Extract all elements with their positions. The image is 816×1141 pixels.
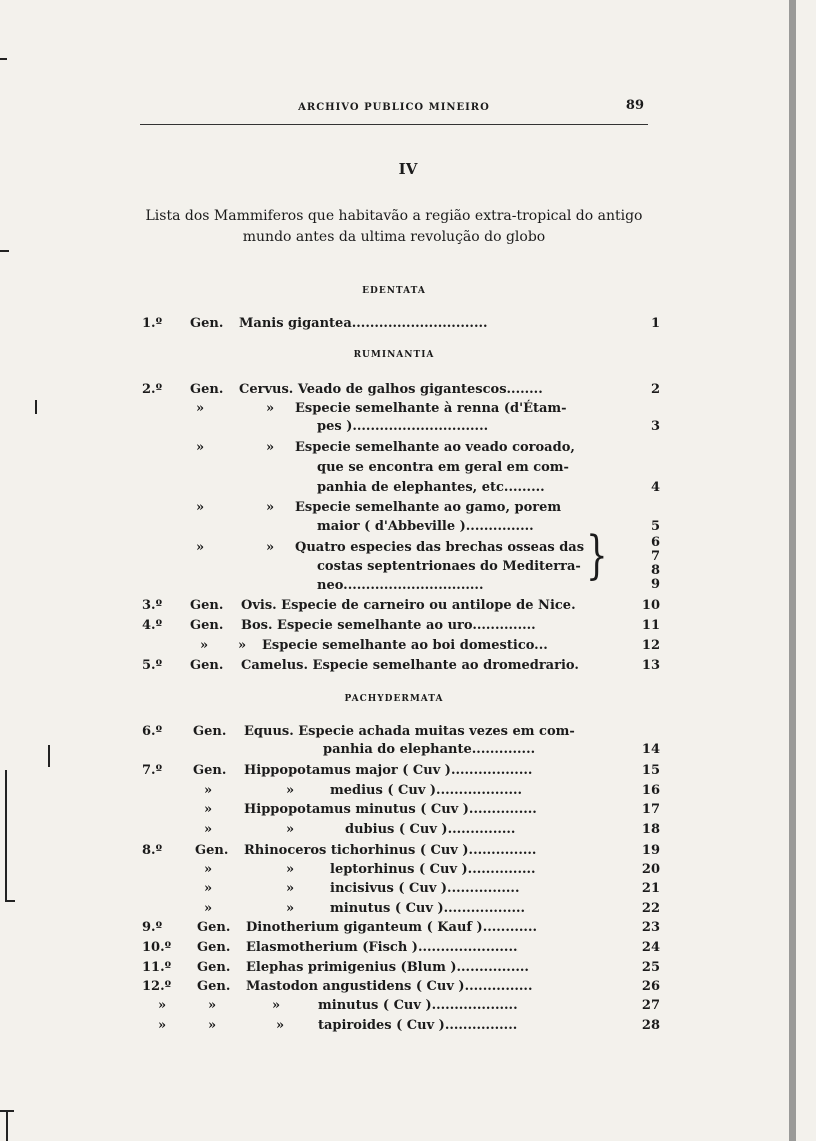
genus-label: Gen. [197,940,231,955]
ref-number: 21 [641,881,660,896]
entry-text: Elasmotherium (Fisch )...................... [246,940,518,955]
entry-text: Camelus. Especie semelhante ao dromedrario. [241,658,579,673]
ditto-mark: » [266,401,275,416]
entry-text: Manis gigantea.............................. [239,316,488,331]
genus-label: Gen. [190,618,224,633]
margin-mark [0,58,7,60]
intro-line-2: mundo antes da ultima revolução do globo [242,229,546,245]
entry-text: neo............................... [317,578,484,593]
entry-text: Especie semelhante à renna (d'Étam- [295,401,567,416]
genus-label: Gen. [197,979,231,994]
ref-number: 12 [641,638,660,653]
entry-text: costas septentrionaes do Mediterra- [317,559,581,574]
entry-number: 3.º [142,598,163,613]
entry-number: 10.º [142,940,172,955]
ref-number: 8 [650,563,660,578]
entry-text: Especie semelhante ao boi domestico... [262,638,548,653]
ditto-mark: » [204,862,213,877]
entry-text: Dinotherium giganteum ( Kauf )............ [246,920,538,935]
ref-number: 5 [650,519,660,534]
ref-number: 1 [650,316,660,331]
intro-text [140,206,648,248]
ref-number: 17 [641,802,660,817]
ditto-mark: » [158,998,167,1013]
ref-number: 24 [641,940,660,955]
ditto-mark: » [196,401,205,416]
section-number: IV [398,160,418,178]
entry-text: que se encontra em geral em com- [317,460,569,475]
entry-text: leptorhinus ( Cuv )............... [330,862,536,877]
margin-mark [6,1110,8,1141]
ditto-mark: » [286,783,295,798]
ref-number: 11 [641,618,660,633]
entry-text: Hippopotamus major ( Cuv ).................. [244,763,533,778]
genus-label: Gen. [195,843,229,858]
genus-label: Gen. [197,920,231,935]
ref-number: 20 [641,862,660,877]
ditto-mark: » [266,540,275,555]
ref-number: 7 [650,549,660,564]
ditto-mark: » [266,500,275,515]
ditto-mark: » [208,998,217,1013]
entry-text: Hippopotamus minutus ( Cuv )............... [244,802,537,817]
entry-number: 7.º [142,763,163,778]
entry-text: pes ).............................. [317,419,489,434]
entry-text: panhia de elephantes, etc......... [317,480,545,495]
entry-text: Especie semelhante ao gamo, porem [295,500,562,515]
ref-number: 13 [641,658,660,673]
ditto-mark: » [204,822,213,837]
ditto-mark: » [286,881,295,896]
heading-ruminantia: RUMINANTIA [353,350,435,360]
ref-number: 14 [641,742,660,757]
entry-number: 8.º [142,843,163,858]
genus-label: Gen. [190,316,224,331]
genus-label: Gen. [193,763,227,778]
entry-text: maior ( d'Abbeville )............... [317,519,534,534]
ditto-mark: » [204,783,213,798]
entry-text: Elephas primigenius (Blum )................ [246,960,529,975]
entry-number: 1.º [142,316,163,331]
ref-number: 27 [641,998,660,1013]
ref-number: 18 [641,822,660,837]
entry-text: minutus ( Cuv ).................. [330,901,526,916]
ref-number: 15 [641,763,660,778]
entry-text: Bos. Especie semelhante ao uro.............. [241,618,536,633]
ref-number: 25 [641,960,660,975]
ref-number: 3 [650,419,660,434]
ditto-mark: » [196,440,205,455]
page-number: 89 [625,98,644,113]
heading-pachydermata: PACHYDERMATA [344,694,444,704]
genus-label: Gen. [197,960,231,975]
genus-label: Gen. [190,658,224,673]
entry-text: medius ( Cuv )................... [330,783,523,798]
intro-line-1: Lista dos Mammiferos que habitavão a região extra-tropical do antigo [145,208,643,224]
ref-number: 4 [650,480,660,495]
grouping-brace: } [586,526,608,586]
entry-number: 6.º [142,724,163,739]
header-rule [140,124,648,125]
entry-number: 11.º [142,960,172,975]
margin-mark [5,770,7,900]
ditto-mark: » [196,540,205,555]
ditto-mark: » [158,1018,167,1033]
entry-text: tapiroides ( Cuv )................ [318,1018,518,1033]
genus-label: Gen. [190,598,224,613]
margin-mark [0,250,9,252]
entry-text: dubius ( Cuv )............... [345,822,516,837]
entry-text: Ovis. Especie de carneiro ou antilope de Nice. [241,598,576,613]
entry-text: panhia do elephante.............. [323,742,536,757]
entry-text: incisivus ( Cuv )................ [330,881,520,896]
ditto-mark: » [204,901,213,916]
margin-mark [35,400,37,414]
ditto-mark: » [208,1018,217,1033]
entry-text: minutus ( Cuv )................... [318,998,518,1013]
ref-number: 26 [641,979,660,994]
ref-number: 9 [650,577,660,592]
entry-text: Mastodon angustidens ( Cuv )............... [246,979,533,994]
ditto-mark: » [200,638,209,653]
ditto-mark: » [196,500,205,515]
ditto-mark: » [204,881,213,896]
entry-number: 12.º [142,979,172,994]
ref-number: 10 [641,598,660,613]
ditto-mark: » [286,822,295,837]
genus-label: Gen. [190,382,224,397]
entry-text: Rhinoceros tichorhinus ( Cuv )............... [244,843,537,858]
ref-number: 2 [650,382,660,397]
ref-number: 16 [641,783,660,798]
running-title: ARCHIVO PUBLICO MINEIRO [298,102,490,113]
heading-edentata: EDENTATA [362,286,426,296]
entry-text: Especie semelhante ao veado coroado, [295,440,575,455]
margin-mark [5,900,15,902]
ditto-mark: » [238,638,247,653]
ditto-mark: » [272,998,281,1013]
margin-mark [48,745,50,767]
ref-number: 19 [641,843,660,858]
entry-text: Quatro especies das brechas osseas das [295,540,585,555]
entry-number: 5.º [142,658,163,673]
ditto-mark: » [276,1018,285,1033]
entry-number: 9.º [142,920,163,935]
ditto-mark: » [286,901,295,916]
entry-text: Cervus. Veado de galhos gigantescos........ [239,382,543,397]
ditto-mark: » [286,862,295,877]
entry-text: Equus. Especie achada muitas vezes em com- [244,724,575,739]
entry-number: 2.º [142,382,163,397]
entry-number: 4.º [142,618,163,633]
ref-number: 23 [641,920,660,935]
ref-number: 28 [641,1018,660,1033]
ref-number: 6 [650,535,660,550]
ref-number: 22 [641,901,660,916]
ditto-mark: » [266,440,275,455]
ditto-mark: » [204,802,213,817]
genus-label: Gen. [193,724,227,739]
